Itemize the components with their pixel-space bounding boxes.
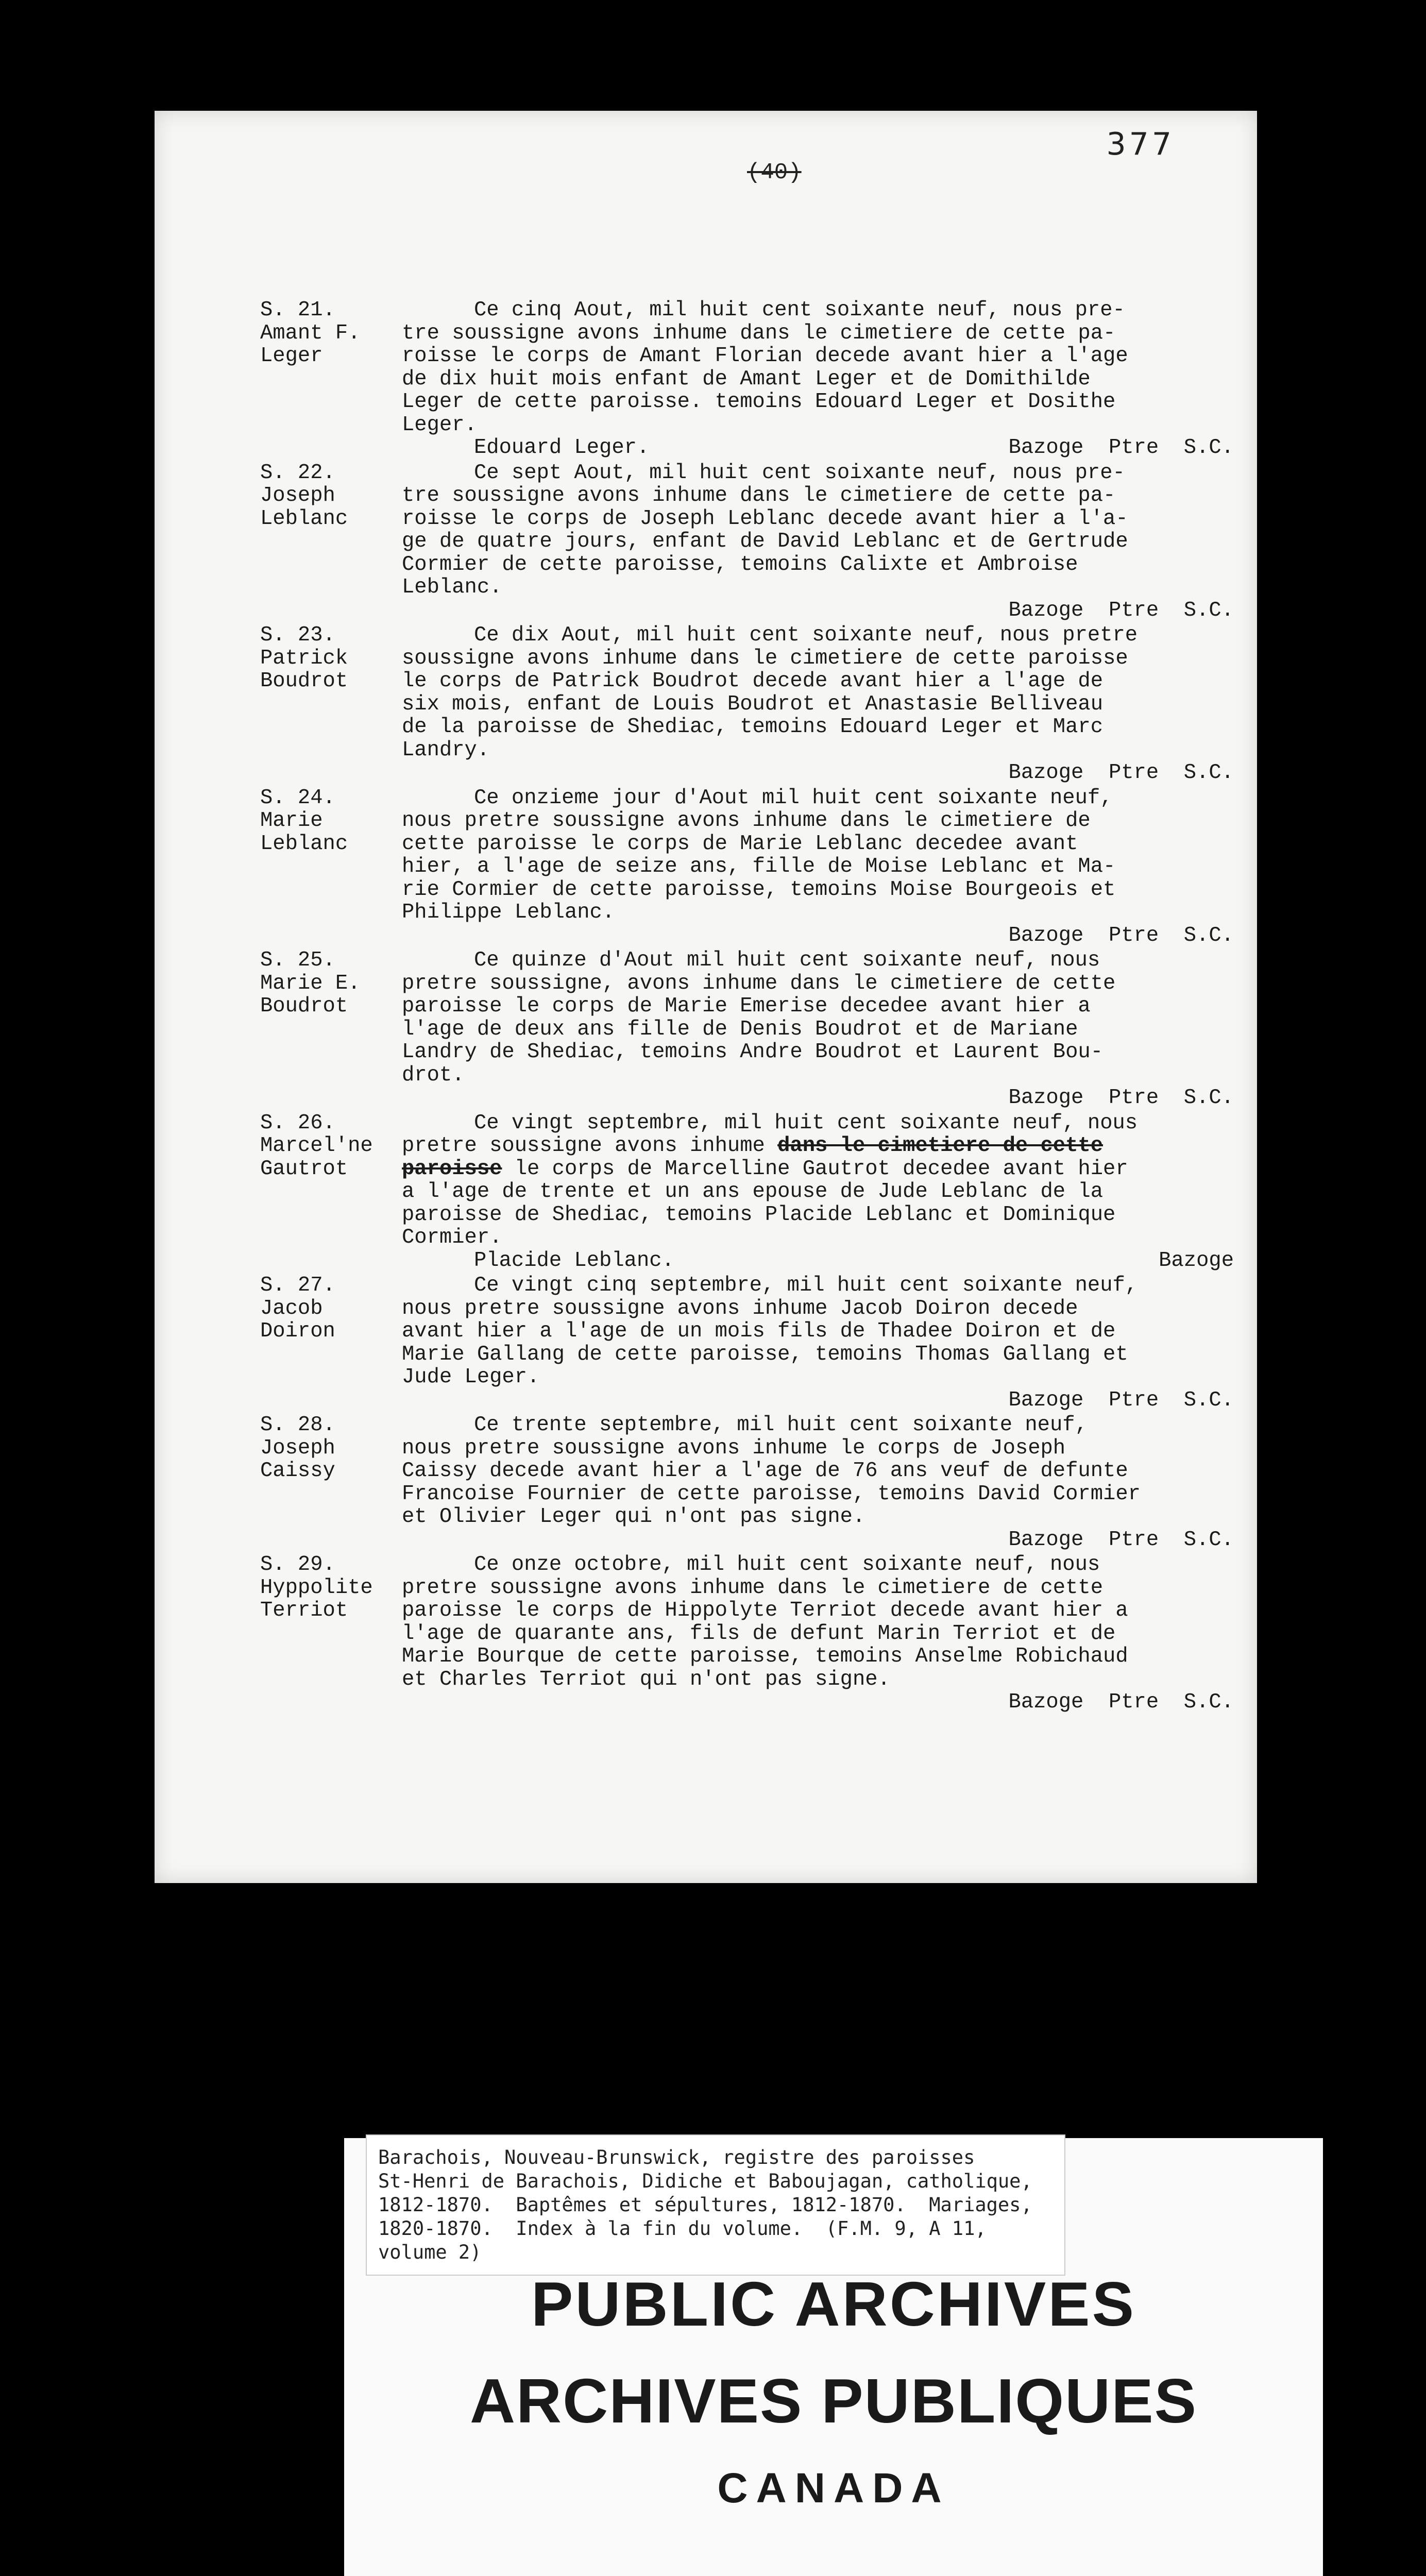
signature-line — [402, 1249, 1239, 1273]
entry-line: tre soussigne avons inhume dans le cimetiere de cette pa- — [402, 484, 1116, 507]
entry-line: pretre soussigne, avons inhume dans le cimetiere de cette — [402, 971, 1116, 995]
entry-line: roisse le corps de Joseph Leblanc decede avant hier a l'a- — [402, 506, 1128, 531]
entry-line: Philippe Leblanc. — [402, 901, 615, 924]
burial-entry — [260, 624, 1239, 785]
witness-signature: Edouard Leger. — [474, 436, 650, 460]
entry-line: Ce trente septembre, mil huit cent soixante neuf, — [474, 1413, 1088, 1437]
entry-line: Cormier. — [402, 1226, 502, 1249]
reference-line: volume 2) — [378, 2241, 482, 2263]
reference-line: St-Henri de Barachois, Didiche et Baboujagan, catholique, — [378, 2170, 1032, 2192]
entry-margin-note: S. 25. Marie E. Boudrot — [260, 948, 361, 1018]
entry-line: Ce vingt cinq septembre, mil huit cent soixante neuf, — [474, 1274, 1138, 1297]
entry-margin-note: S. 29. Hyppolite Terriot — [260, 1553, 373, 1622]
priest-signature: Bazoge — [1159, 1248, 1234, 1273]
burial-entries — [260, 299, 1239, 1716]
entry-text — [402, 1274, 1239, 1412]
entry-line: Ce sept Aout, mil huit cent soixante neuf, nous pre- — [474, 461, 1125, 485]
entry-margin-note: S. 22. Joseph Leblanc — [260, 461, 348, 531]
reference-line: 1812-1870. Baptêmes et sépultures, 1812-1870. Mariages, — [378, 2194, 1032, 2216]
entry-margin-note: S. 21. Amant F. Leger — [260, 298, 361, 368]
entry-line: Ce cinq Aout, mil huit cent soixante neuf, nous pre- — [474, 298, 1125, 322]
entry-line: Francoise Fournier de cette paroisse, temoins David Cormier — [402, 1482, 1141, 1506]
entry-line: a l'age de trente et un ans epouse de Jude Leblanc de la — [402, 1180, 1104, 1204]
priest-signature: Bazoge Ptre S.C. — [1008, 436, 1234, 460]
archive-title-english: PUBLIC ARCHIVES — [531, 2269, 1136, 2339]
burial-entry — [260, 1414, 1239, 1551]
entry-line: l'age de deux ans fille de Denis Boudrot et de Mariane — [402, 1017, 1078, 1041]
priest-signature: Bazoge Ptre S.C. — [1008, 1528, 1234, 1552]
entry-line: nous pretre soussigne avons inhume Jacob Doiron decede — [402, 1296, 1078, 1320]
entry-line: Leger. — [402, 413, 477, 437]
entry-line: de la paroisse de Shediac, temoins Edouard Leger et Marc — [402, 715, 1104, 739]
burial-entry — [260, 787, 1239, 947]
entry-margin-note: S. 23. Patrick Boudrot — [260, 623, 348, 693]
struck-text: dans le cimetiere de cette — [777, 1134, 1104, 1158]
entry-line: avant hier a l'age de un mois fils de Thadee Doiron et de — [402, 1319, 1116, 1343]
entry-line: pretre soussigne avons inhume dans le cimetiere de cette — [402, 1134, 1104, 1158]
priest-signature: Bazoge Ptre S.C. — [1008, 598, 1234, 622]
priest-signature: Bazoge Ptre S.C. — [1008, 1388, 1234, 1412]
entry-line: hier, a l'age de seize ans, fille de Moise Leblanc et Ma- — [402, 855, 1116, 878]
entry-margin-note: S. 27. Jacob Doiron — [260, 1274, 335, 1343]
entry-line: roisse le corps de Amant Florian decede avant hier a l'age — [402, 344, 1128, 368]
archive-title-french: ARCHIVES PUBLIQUES — [469, 2366, 1198, 2436]
entry-line: de dix huit mois enfant de Amant Leger et de Domithilde — [402, 367, 1091, 391]
reference-label — [366, 2134, 1065, 2276]
entry-line: Ce vingt septembre, mil huit cent soixante neuf, nous — [474, 1111, 1138, 1135]
register-page — [155, 111, 1257, 1883]
entry-line: l'age de quarante ans, fils de defunt Marin Terriot et de — [402, 1621, 1116, 1646]
entry-line: cette paroisse le corps de Marie Leblanc decedee avant — [402, 832, 1078, 856]
entry-line: Landry. — [402, 738, 490, 762]
entry-line: Ce dix Aout, mil huit cent soixante neuf, nous pretre — [474, 623, 1138, 647]
entry-margin-note: S. 24. Marie Leblanc — [260, 786, 348, 856]
folio-number: 377 — [1106, 126, 1175, 162]
entry-text — [402, 1553, 1239, 1714]
burial-entry — [260, 1112, 1239, 1273]
entry-line: nous pretre soussigne avons inhume le corps de Joseph — [402, 1436, 1066, 1460]
entry-text — [402, 299, 1239, 460]
entry-line: Landry de Shediac, temoins Andre Boudrot et Laurent Bou- — [402, 1040, 1104, 1064]
burial-entry — [260, 1553, 1239, 1714]
entry-line: Leger de cette paroisse. temoins Edouard Leger et Dosithe — [402, 390, 1116, 414]
burial-entry — [260, 949, 1239, 1110]
entry-text — [402, 624, 1239, 785]
entry-line: Marie Bourque de cette paroisse, temoins Anselme Robichaud — [402, 1645, 1128, 1668]
priest-signature: Bazoge Ptre S.C. — [1008, 923, 1234, 947]
archive-country: CANADA — [717, 2465, 950, 2512]
entry-line: paroisse de Shediac, temoins Placide Leblanc et Dominique — [402, 1202, 1116, 1227]
entry-line: paroisse le corps de Hippolyte Terriot decede avant hier a — [402, 1599, 1128, 1622]
entry-line: drot. — [402, 1063, 465, 1087]
priest-signature: Bazoge Ptre S.C. — [1008, 1690, 1234, 1714]
priest-signature: Bazoge Ptre S.C. — [1008, 761, 1234, 785]
entry-line: six mois, enfant de Louis Boudrot et Anastasie Belliveau — [402, 692, 1104, 716]
entry-line: paroisse le corps de Marcelline Gautrot decedee avant hier — [402, 1157, 1128, 1181]
entry-line: rie Cormier de cette paroisse, temoins Moise Bourgeois et — [402, 877, 1116, 902]
archive-card — [344, 2138, 1323, 2576]
entry-text — [402, 462, 1239, 622]
entry-line: pretre soussigne avons inhume dans le cimetiere de cette — [402, 1575, 1104, 1600]
entry-line: nous pretre soussigne avons inhume dans le cimetiere de — [402, 809, 1091, 833]
reference-line: Barachois, Nouveau-Brunswick, registre des paroisses — [378, 2146, 975, 2168]
entry-line: Ce quinze d'Aout mil huit cent soixante neuf, nous — [474, 948, 1100, 972]
entry-line: et Charles Terriot qui n'ont pas signe. — [402, 1667, 890, 1691]
entry-line: Cormier de cette paroisse, temoins Calixte et Ambroise — [402, 552, 1078, 577]
entry-line: Caissy decede avant hier a l'age de 76 ans veuf de defunte — [402, 1459, 1128, 1483]
burial-entry — [260, 299, 1239, 460]
entry-line: soussigne avons inhume dans le cimetiere de cette paroisse — [402, 646, 1128, 670]
entry-line: et Olivier Leger qui n'ont pas signe. — [402, 1505, 865, 1529]
burial-entry — [260, 1274, 1239, 1412]
witness-signature: Placide Leblanc. — [474, 1248, 674, 1273]
entry-line: Ce onze octobre, mil huit cent soixante neuf, nous — [474, 1553, 1100, 1577]
entry-line: paroisse le corps de Marie Emerise decedee avant hier a — [402, 994, 1091, 1018]
entry-line: ge de quatre jours, enfant de David Leblanc et de Gertrude — [402, 530, 1128, 553]
entry-text — [402, 787, 1239, 947]
entry-line: tre soussigne avons inhume dans le cimetiere de cette pa- — [402, 321, 1116, 345]
signature-line — [402, 436, 1239, 460]
reference-line: 1820-1870. Index à la fin du volume. (F.M. 9, A 11, — [378, 2217, 987, 2240]
entry-line: Jude Leger. — [402, 1365, 540, 1389]
entry-line: Ce onzieme jour d'Aout mil huit cent soixante neuf, — [474, 786, 1113, 810]
burial-entry — [260, 462, 1239, 622]
entry-line: Marie Gallang de cette paroisse, temoins Thomas Gallang et — [402, 1342, 1128, 1366]
entry-text — [402, 1414, 1239, 1551]
old-page-number: (40) — [747, 160, 802, 185]
entry-text — [402, 949, 1239, 1110]
priest-signature: Bazoge Ptre S.C. — [1008, 1086, 1234, 1110]
entry-margin-note: S. 28. Joseph Caissy — [260, 1413, 335, 1483]
entry-margin-note: S. 26. Marcel'ne Gautrot — [260, 1111, 373, 1181]
entry-text — [402, 1112, 1239, 1273]
entry-line: Leblanc. — [402, 575, 502, 599]
struck-text: paroisse — [402, 1157, 502, 1181]
entry-line: le corps de Patrick Boudrot decede avant hier a l'age de — [402, 669, 1104, 693]
